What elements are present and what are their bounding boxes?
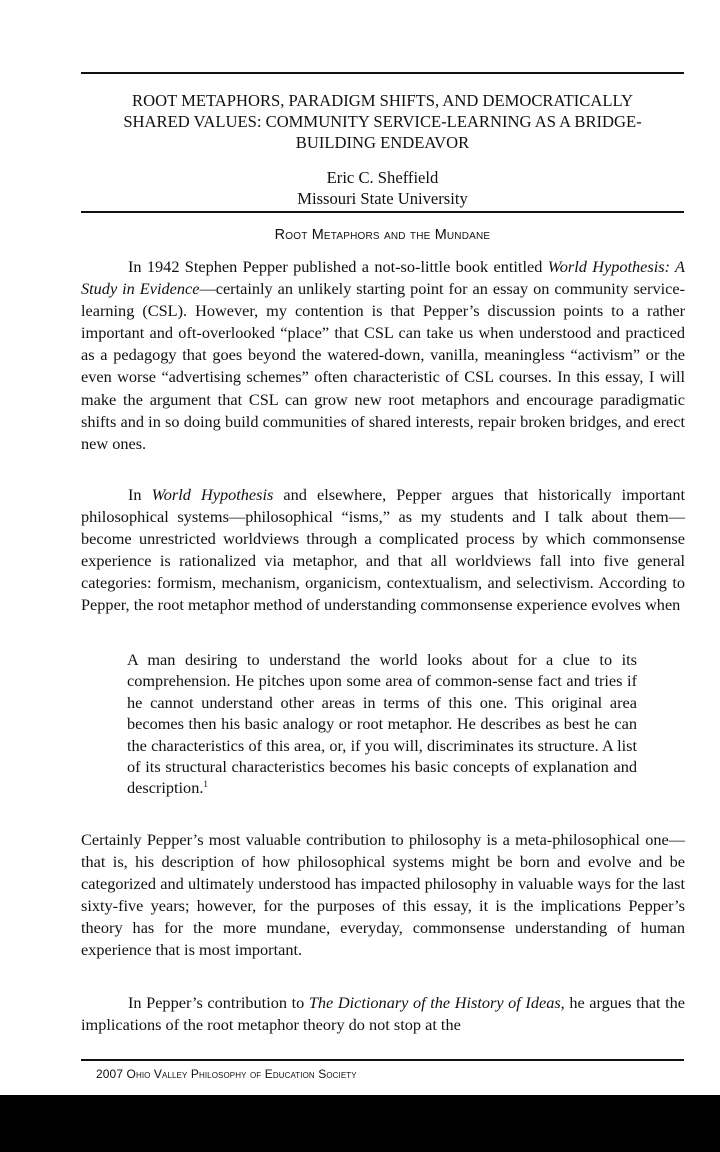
- page-footer: 2007 Ohio Valley Philosophy of Education Society: [96, 1067, 357, 1081]
- paragraph-3-text: Certainly Pepper’s most valuable contribution to philosophy is a meta-philosophical one—that is, his description of how philosophical systems might be born and evolve and be categorized and ultimately understood has impacted philosophy in valuable ways for the last sixty-five years; however, for the purposes of this essay, it is the implications Pepper’s theory has for the more mundane, everyday, commonsense understanding of human experience that is most important.: [81, 830, 685, 960]
- footnote-marker[interactable]: 1: [203, 779, 208, 790]
- author-name: Eric C. Sheffield: [326, 168, 439, 187]
- block-quote: [127, 649, 637, 799]
- top-rule: [81, 72, 684, 74]
- paragraph-1: [81, 256, 685, 455]
- book-title-world-hypothesis: World Hypothesis: A Study in Evidence: [81, 257, 685, 299]
- paragraph-2: [81, 484, 685, 617]
- section-heading: Root Metaphors and the Mundane: [274, 227, 491, 243]
- author-affiliation: Missouri State University: [297, 189, 468, 208]
- article-title: [81, 90, 684, 153]
- block-quote-text: A man desiring to understand the world looks about for a clue to its comprehension. He pitches upon some area of common-sense fact and tries if he cannot understand other areas in terms of this one. This original area becomes then his basic analogy or root metaphor. He describes as best he can the characteristics of this area, or, if you will, discriminates its structure. A list of its structural characteristics becomes his basic concepts of explanation and description.: [127, 650, 637, 798]
- paragraph-3: [81, 829, 685, 962]
- paragraph-1-text-b: —certainly an unlikely starting point for an essay on community service-learning (CSL). However, my contention is that Pepper’s discussion points to a rather important and oft-overlooked “place” that CSL can take us when understood and practiced as a pedagogy that goes beyond the watered-down, vanilla, meaningless “activism” or the even worse “advertising schemes” often characteristic of CSL courses. In this essay, I will make the argument that CSL can grow new root metaphors and encourage paradigmatic shifts and in so doing build communities of shared interests, repair broken bridges, and erect new ones.: [81, 279, 685, 453]
- header-rule: [81, 211, 684, 213]
- paragraph-2-text-a: In: [128, 485, 152, 504]
- paragraph-4-text-a: In Pepper’s contribution to: [128, 993, 309, 1012]
- footer-rule: [81, 1059, 684, 1061]
- paragraph-1-text-a: In 1942 Stephen Pepper published a not-so-little book entitled: [128, 257, 548, 276]
- book-title-short: World Hypothesis: [151, 485, 274, 504]
- paragraph-4: [81, 992, 685, 1036]
- book-title-dictionary: The Dictionary of the History of Ideas: [308, 993, 561, 1012]
- title-line-2: SHARED VALUES: COMMUNITY SERVICE-LEARNING AS A BRIDGE-: [123, 112, 642, 131]
- title-line-3: BUILDING ENDEAVOR: [295, 133, 470, 152]
- paragraph-4-text-b: , he argues that the implications of the root metaphor theory do not stop at the: [81, 993, 685, 1035]
- screen-bottom-bar: [0, 1095, 720, 1152]
- title-line-1: ROOT METAPHORS, PARADIGM SHIFTS, AND DEMOCRATICALLY: [132, 91, 633, 110]
- paragraph-2-text-b: and elsewhere, Pepper argues that historically important philosophical systems—philosophical “isms,” as my students and I talk about them—become unrestricted worldviews through a complicated process by which commonsense experience is rationalized via metaphor, and that all worldviews fall into five general categories: formism, mechanism, organicism, contextualism, and selectivism. According to Pepper, the root metaphor method of understanding commonsense experience evolves when: [81, 485, 685, 615]
